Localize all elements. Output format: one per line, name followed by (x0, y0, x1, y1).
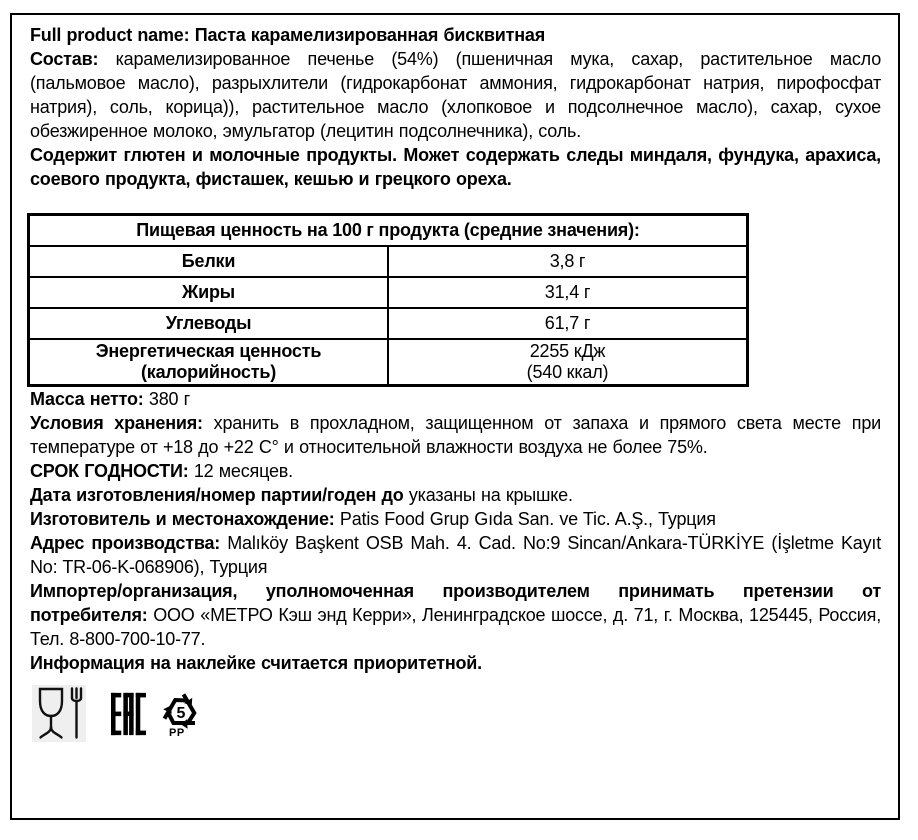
importer-text: ООО «МЕТРО Кэш энд Керри», Ленинградское шоссе, д. 71, г. Москва, 125445, Россия, Тел. 8-800-700-10-77. (30, 605, 881, 649)
manufacturer-text: Patis Food Grup Gıda San. ve Tic. A.Ş., Турция (339, 509, 716, 529)
nutrient-value: 31,4 г (388, 277, 748, 308)
nutrient-label: Углеводы (29, 308, 389, 339)
net-weight-label: Масса нетто: (30, 389, 144, 409)
factory-address-label: Адрес производства: (30, 533, 221, 553)
recycling-code-number: 5 (176, 705, 186, 722)
table-row (29, 277, 748, 308)
net-weight (30, 387, 881, 411)
allergen-paragraph (30, 143, 881, 191)
composition-text: карамелизированное печенье (54%) (пшеничная мука, сахар, растительное масло (пальмовое масло), разрыхлители (гидрокарбонат аммония, гидрокарбонат натрия, пирофосфат натрия), соль, корица)), растительное масло (хлопковое и подсолнечное масло), сахар, сухое обезжиренное молоко, эмульгатор (лецитин подсолнечника), соль. (30, 49, 882, 141)
priority-note-text: Информация на наклейке считается приоритетной. (30, 653, 482, 673)
food-contact-safe-icon (32, 685, 86, 742)
shelf-life (30, 459, 881, 483)
recycling-material-code: PP (169, 727, 185, 739)
date-batch-label: Дата изготовления/номер партии/годен до (30, 485, 404, 505)
composition-paragraph (30, 47, 881, 143)
importer-label: Импортер/организация, уполномоченная производителем принимать претензии от потребителя: (30, 581, 881, 625)
nutrient-value: 3,8 г (388, 246, 748, 277)
nutrient-label: Энергетическая ценность (калорийность) (29, 339, 389, 386)
label-sheet (10, 13, 900, 820)
eac-mark-icon (111, 692, 146, 741)
net-weight-value: 380 г (148, 389, 191, 409)
date-batch (30, 483, 881, 507)
importer (30, 579, 881, 651)
nutrition-header-row (29, 215, 748, 247)
date-batch-text: указаны на крышке. (408, 485, 573, 505)
full-product-name-value: Паста карамелизированная бисквитная (194, 25, 545, 45)
priority-note (30, 651, 881, 675)
shelf-life-label: СРОК ГОДНОСТИ: (30, 461, 189, 481)
recycling-triangle-icon (155, 685, 207, 731)
factory-address-text: Malıköy Başkent OSB Mah. 4. Cad. No:9 Sincan/Ankara-TÜRKİYE (İşletme Kayıt No: TR-06-K-068906), Турция (30, 533, 882, 577)
full-product-name (30, 23, 881, 47)
composition-label: Состав: (30, 49, 99, 69)
storage-conditions (30, 411, 881, 459)
energy-kj: 2255 кДж (529, 341, 606, 361)
shelf-life-value: 12 месяцев. (193, 461, 293, 481)
nutrition-table-title: Пищевая ценность на 100 г продукта (средние значения): (29, 215, 748, 247)
nutrient-value: 61,7 г (388, 308, 748, 339)
allergen-text: Содержит глютен и молочные продукты. Может содержать следы миндаля, фундука, арахиса, соевого продукта, фисташек, кешью и грецкого ореха. (30, 145, 881, 189)
storage-text: хранить в прохладном, защищенном от запаха и прямого света месте при температуре от +18 до +22 С° и относительной влажности воздуха не более 75%. (30, 413, 881, 457)
nutrition-table (27, 213, 749, 387)
recycling-pp5-icon (155, 685, 207, 739)
table-row (29, 246, 748, 277)
table-row (29, 339, 748, 386)
certification-icons-row (32, 685, 881, 742)
manufacturer (30, 507, 881, 531)
nutrient-label: Жиры (29, 277, 389, 308)
energy-kcal: (540 ккал) (526, 362, 609, 382)
manufacturer-label: Изготовитель и местонахождение: (30, 509, 335, 529)
details-section (30, 387, 881, 651)
factory-address (30, 531, 881, 579)
table-row (29, 308, 748, 339)
eac-letters-icon (111, 692, 146, 736)
nutrient-label: Белки (29, 246, 389, 277)
storage-label: Условия хранения: (30, 413, 203, 433)
nutrient-value (388, 339, 748, 386)
full-product-name-label: Full product name: (30, 25, 190, 45)
wine-glass-fork-icon (32, 685, 86, 742)
